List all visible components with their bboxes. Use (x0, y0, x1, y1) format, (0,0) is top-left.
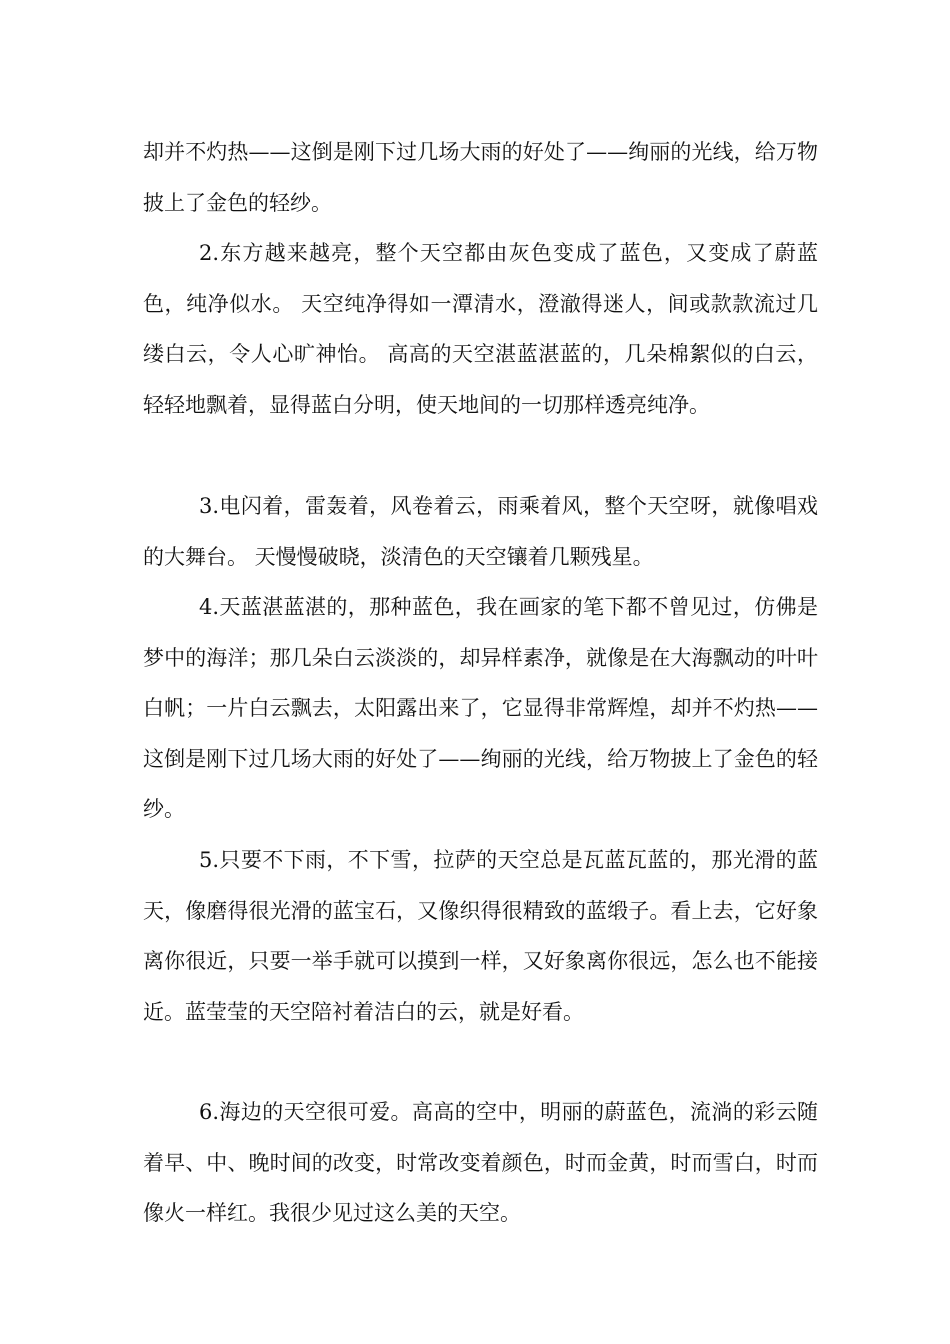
paragraph-item-5: 5.只要不下雨，不下雪，拉萨的天空总是瓦蓝瓦蓝的，那光滑的蓝天，像磨得很光滑的蓝宝石，又像织得很精致的蓝缎子。看上去，它好象离你很近，只要一举手就可以摸到一样，又好象离你很远，怎么也不能接近。蓝莹莹的天空陪衬着洁白的云，就是好看。 (143, 848, 818, 1024)
paragraph-continuation: 却并不灼热——这倒是刚下过几场大雨的好处了——绚丽的光线，给万物披上了金色的轻纱。 (143, 140, 818, 215)
paragraph-item-3: 3.电闪着，雷轰着，风卷着云，雨乘着风，整个天空呀，就像唱戏的大舞台。 天慢慢破晓，淡清色的天空镶着几颗残星。 (143, 494, 818, 569)
paragraph-item-2: 2.东方越来越亮，整个天空都由灰色变成了蓝色，又变成了蔚蓝色，纯净似水。 天空纯净得如一潭清水，澄澈得迷人，间或款款流过几缕白云，令人心旷神怡。 高高的天空湛蓝湛蓝的，几朵棉絮似的白云，轻轻地飘着，显得蓝白分明，使天地间的一切那样透亮纯净。 (143, 241, 818, 417)
paragraph-item-4: 4.天蓝湛蓝湛的，那种蓝色，我在画家的笔下都不曾见过，仿佛是梦中的海洋；那几朵白云淡淡的，却异样素净，就像是在大海飘动的叶叶白帆；一片白云飘去，太阳露出来了，它显得非常辉煌，却并不灼热——这倒是刚下过几场大雨的好处了——绚丽的光线，给万物披上了金色的轻纱。 (143, 595, 818, 821)
paragraph-item-6: 6.海边的天空很可爱。高高的空中，明丽的蔚蓝色，流淌的彩云随着早、中、晚时间的改变，时常改变着颜色，时而金黄，时而雪白，时而像火一样红。我很少见过这么美的天空。 (143, 1100, 818, 1225)
